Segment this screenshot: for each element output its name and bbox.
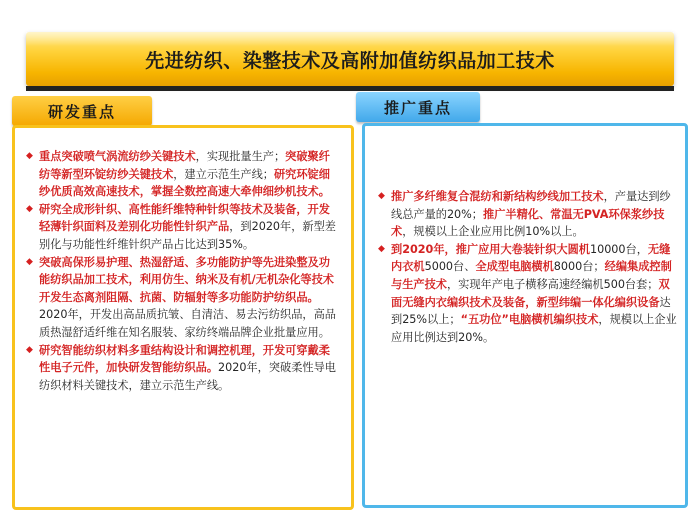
highlight-text: 全成型电脑横机 — [475, 260, 554, 274]
highlight-text: 推广半精化、常温无PVA环保浆纱技术 — [391, 207, 665, 239]
highlight-text: 双面无缝内衣编织技术及装备，新型纬编一体化编织设备 — [391, 277, 670, 309]
highlight-text: 研究环锭细纱优质高效高速技术，掌握全数控高速大牵伸细纱机技术。 — [39, 167, 330, 199]
research-focus-panel — [12, 125, 354, 510]
tab-research-focus: 研发重点 — [12, 96, 152, 126]
highlight-text: 经编集成控制与生产技术 — [391, 260, 672, 291]
list-item — [25, 201, 337, 254]
list-item — [25, 342, 337, 395]
bullet-icon: ◆ — [378, 191, 385, 201]
tab-promotion-focus: 推广重点 — [356, 92, 480, 122]
list-item — [25, 148, 337, 201]
body-text: ，实现年产电子横移高速经编机500台套； — [446, 277, 659, 291]
research-focus-list — [25, 148, 337, 394]
bullet-icon: ◆ — [378, 243, 385, 254]
page-title: 先进纺织、染整技术及高附加值纺织品加工技术 — [145, 50, 555, 72]
highlight-text: 突破聚纤纺等新型环锭纺纱关键技术 — [39, 150, 330, 181]
highlight-text: 研究全成形针织、高性能纤维特种针织等技术及装备，开发轻薄针织面料及差别化功能性针织产品 — [39, 202, 330, 234]
body-text: 2020年，开发出高品质抗皱、自清洁、易去污纺织品，高品质热湿舒适纤维在知名服装、家纺终端品牌企业批量应用。 — [39, 308, 336, 339]
highlight-text: 到2020年，推广应用大卷装针织大圆机 — [391, 242, 590, 256]
highlight-text: 研究智能纺织材料多重结构设计和调控机理，开发可穿戴柔性电子元件，加快研发智能纺织品。 — [39, 343, 330, 375]
body-text: ，规模以上企业应用比例10%以上。 — [402, 225, 584, 239]
body-text: 8000台； — [553, 260, 605, 274]
bullet-icon: ◆ — [26, 256, 33, 267]
list-item — [377, 188, 679, 241]
highlight-text: “五功位”电脑横机编织技术 — [460, 313, 599, 327]
highlight-text: 无缝内衣机 — [391, 242, 671, 274]
body-text: ，规模以上企业应用比例达到20%。 — [391, 313, 677, 344]
highlight-text: 推广多纤维复合混纺和新结构纱线加工技术 — [391, 190, 604, 203]
promotion-focus-panel — [362, 123, 688, 508]
bullet-icon: ◆ — [26, 344, 33, 355]
bullet-icon: ◆ — [26, 203, 33, 214]
body-text: ，实现批量生产； — [195, 150, 286, 163]
list-item — [377, 241, 679, 347]
body-text: 达到25%以上； — [391, 295, 671, 327]
title-banner — [26, 32, 674, 86]
body-text: 10000台， — [589, 242, 648, 256]
body-text: 2020年，突破柔性导电纺织材料关键技术，建立示范生产线。 — [39, 361, 336, 392]
body-text: ，产量达到纱线总产量的20%； — [391, 190, 671, 221]
highlight-text: 重点突破喷气涡流纺纱关键技术 — [39, 150, 196, 163]
list-item — [25, 254, 337, 342]
body-text: ，建立示范生产线； — [173, 167, 274, 181]
highlight-text: 突破高保形易护理、热湿舒适、多功能防护等先进染整及功能纺织品加工技术，利用仿生、纳米及有机/无机杂化等技术开发生态离剂阻隔、抗菌、防辐射等多功能防护纺织品。 — [39, 255, 334, 304]
body-text: ，到2020年，新型差别化与功能性纤维针织产品占比达到35%。 — [39, 220, 336, 251]
promotion-focus-list — [377, 188, 679, 346]
bullet-icon: ◆ — [26, 151, 33, 161]
body-text: 5000台、 — [424, 260, 476, 274]
